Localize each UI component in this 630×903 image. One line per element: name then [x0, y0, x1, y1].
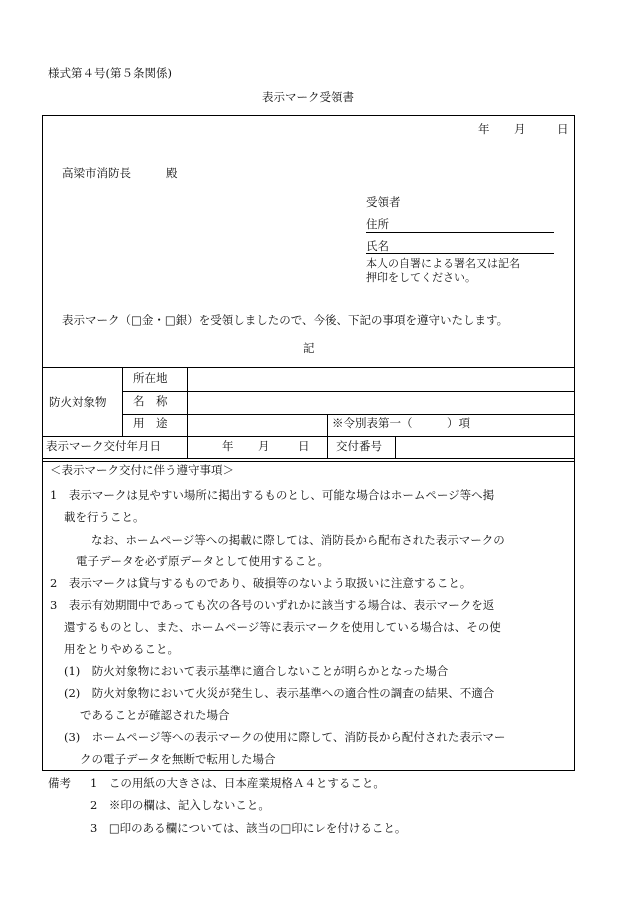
rule-1-line-2: 載を行うこと。 — [64, 510, 145, 524]
issue-year: 年 — [222, 439, 234, 453]
facility-name-label: 名 称 — [133, 394, 168, 408]
rule-1-line-1: 1 表示マークは見やすい場所に掲出するものとし、可能な場合はホームページ等へ掲 — [50, 488, 495, 502]
remark-1: 1 この用紙の大きさは、日本産業規格Ａ４とすること。 — [90, 776, 385, 790]
rule-3-line-2: 還するものとし、また、ホームページ等に表示マークを使用している場合は、その使 — [64, 620, 501, 634]
address-underline — [366, 232, 554, 233]
addressee-name: 高梁市消防長 — [62, 166, 131, 180]
rule-3-sub-1: (1) 防火対象物において表示基準に適合しないことが明らかとなった場合 — [64, 664, 449, 678]
issue-number-label: 交付番号 — [336, 439, 382, 453]
date-month: 月 — [514, 122, 526, 136]
row-line-4 — [42, 458, 575, 459]
group-label: 防火対象物 — [49, 395, 107, 409]
frame-bottom — [42, 770, 575, 771]
name-label: 氏名 — [366, 239, 389, 253]
use-label: 用 途 — [133, 416, 168, 430]
signature-note-2: 押印をしてください。 — [366, 271, 476, 284]
ki-mark: 記 — [303, 341, 315, 355]
location-label: 所在地 — [133, 371, 168, 385]
page-title: 表示マーク受領書 — [262, 90, 354, 104]
frame-left — [42, 115, 43, 771]
col-line-issue-date — [187, 436, 188, 458]
rule-2: 2 表示マークは貸与するものであり、破損等のないよう取扱いに注意すること。 — [50, 576, 472, 590]
col-line-issue-number — [327, 436, 328, 458]
rule-3-sub-2-line-2: であることが確認された場合 — [80, 708, 230, 722]
issue-date-label: 表示マーク交付年月日 — [46, 439, 161, 453]
issue-month: 月 — [258, 439, 270, 453]
statement-text: 表示マーク（□金・□銀）を受領しましたので、今後、下記の事項を遵守いたします。 — [62, 313, 509, 327]
date-day: 日 — [557, 122, 569, 136]
rules-heading: ＜表示マーク交付に伴う遵守事項＞ — [50, 463, 234, 477]
col-line-group — [122, 367, 123, 436]
rule-3-sub-3-line-2: クの電子データを無断で転用した場合 — [80, 752, 276, 766]
name-underline — [366, 253, 554, 254]
recipient-heading: 受領者 — [366, 195, 401, 209]
remark-3: 3 □印のある欄については、該当の□印にレを付けること。 — [90, 821, 407, 835]
rule-3-sub-2-line-1: (2) 防火対象物において火災が発生し、表示基準への適合性の調査の結果、不適合 — [64, 686, 495, 700]
remark-2: 2 ※印の欄は、記入しないこと。 — [90, 798, 270, 812]
col-line-ordinance — [327, 414, 328, 436]
row-line-3 — [42, 436, 575, 437]
col-line-label — [187, 367, 188, 436]
frame-right — [574, 115, 575, 771]
row-line-2 — [122, 414, 575, 415]
col-line-issue-number-value — [395, 436, 396, 458]
date-year: 年 — [478, 122, 490, 136]
signature-note-1: 本人の自署による署名又は記名 — [366, 257, 520, 270]
issue-day: 日 — [298, 439, 310, 453]
rule-3-line-1: 3 表示有効期間中であっても次の各号のいずれかに該当する場合は、表示マークを返 — [50, 598, 495, 612]
form-number: 様式第４号(第５条関係) — [48, 66, 172, 80]
row-line-1 — [122, 391, 575, 392]
rule-1-note-line-1: なお、ホームページ等への掲載に際しては、消防長から配布された表示マークの — [91, 533, 505, 547]
frame-top — [42, 115, 575, 116]
ordinance-label: ※令別表第一（ ）項 — [332, 416, 470, 430]
rule-3-line-3: 用をとりやめること。 — [64, 642, 179, 656]
rule-3-sub-3-line-1: (3) ホームページ等への表示マークの使用に際して、消防長から配付された表示マー — [64, 730, 506, 744]
row-line-5 — [42, 461, 575, 462]
remarks-label: 備考 — [48, 776, 71, 790]
rule-1-note-line-2: 電子データを必ず原データとして使用すること。 — [76, 554, 329, 568]
addressee-honorific: 殿 — [166, 166, 178, 180]
address-label: 住所 — [366, 217, 389, 231]
